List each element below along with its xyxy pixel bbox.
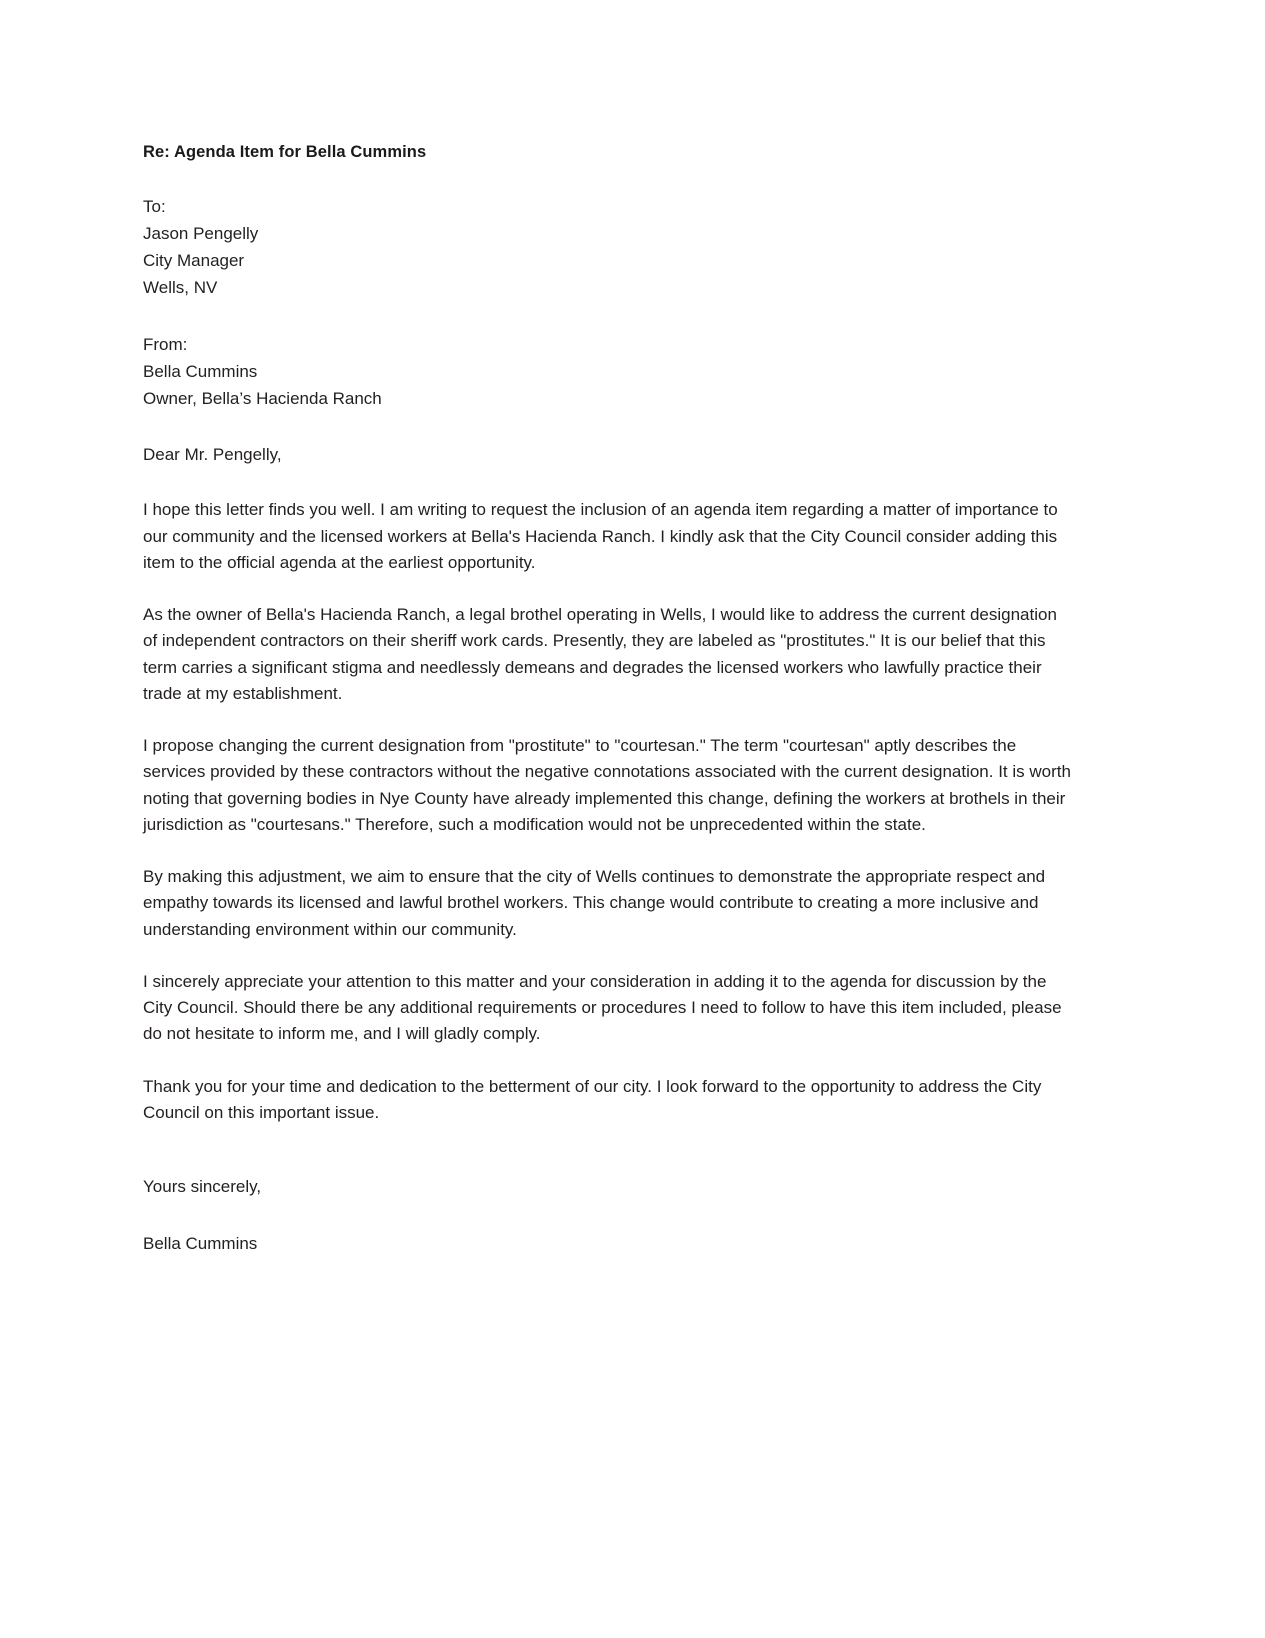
spacer-after-recipient xyxy=(143,302,1075,332)
recipient-name: Jason Pengelly xyxy=(143,224,259,244)
body-paragraph: I propose changing the current designation from "prostitute" to "courtesan." The term "courtesan" aptly describes the services provided by these contractors without the negative connotations associated with the current designation. It is worth noting that governing bodies in Nye County have already implemented this change, defining the workers at brothels in their jurisdiction as "courtesans." Therefore, such a modification would not be unprecedented within the state. xyxy=(143,736,1071,834)
body-paragraph: I hope this letter finds you well. I am writing to request the inclusion of an agenda item regarding a matter of importance to our community and the licensed workers at Bella's Hacienda Ranch. I kindly ask that the City Council consider adding this item to the official agenda at the earliest opportunity. xyxy=(143,500,1058,572)
spacer-before-signature xyxy=(143,1201,1075,1231)
signature-name: Bella Cummins xyxy=(143,1233,258,1253)
body-paragraph: I sincerely appreciate your attention to this matter and your consideration in adding it to the agenda for discussion by the City Council. Should there be any additional requirements or procedures I need to follow to have this item included, please do not hesitate to inform me, and I will gladly comply. xyxy=(143,971,1062,1044)
recipient-block xyxy=(143,194,1075,301)
body-paragraph: As the owner of Bella's Hacienda Ranch, a legal brothel operating in Wells, I would like to address the current designation of independent contractors on their sheriff work cards. Presently, they are labeled as "prostitutes." It is our belief that this term carries a significant stigma and needlessly demeans and degrades the licensed workers who lawfully practice their trade at my establishment. xyxy=(143,605,1057,703)
spacer-before-closing xyxy=(143,1126,1075,1174)
recipient-title: City Manager xyxy=(143,251,245,271)
salutation xyxy=(143,442,1075,469)
body-paragraph: Thank you for your time and dedication to the betterment of our city. I look forward to the opportunity to address the City Council on this important issue. xyxy=(143,1076,1042,1122)
sender-block xyxy=(143,332,1075,413)
sender-name: Bella Cummins xyxy=(143,361,258,381)
letter-body xyxy=(143,140,1075,1258)
spacer-after-sender xyxy=(143,412,1075,442)
recipient-label: To: xyxy=(143,197,166,217)
closing-line: Yours sincerely, xyxy=(143,1177,262,1197)
subject-line: Re: Agenda Item for Bella Cummins xyxy=(143,143,427,161)
sender-title: Owner, Bella’s Hacienda Ranch xyxy=(143,388,382,408)
body-paragraph: By making this adjustment, we aim to ensure that the city of Wells continues to demonstrate the appropriate respect and empathy towards its licensed and lawful brothel workers. This change would contribute to creating a more inclusive and understanding environment within our community. xyxy=(143,867,1046,939)
salutation-text: Dear Mr. Pengelly, xyxy=(143,445,282,465)
recipient-location: Wells, NV xyxy=(143,277,218,297)
spacer-after-subject xyxy=(143,164,1075,194)
sender-label: From: xyxy=(143,334,188,354)
spacer-after-salutation xyxy=(143,469,1075,497)
